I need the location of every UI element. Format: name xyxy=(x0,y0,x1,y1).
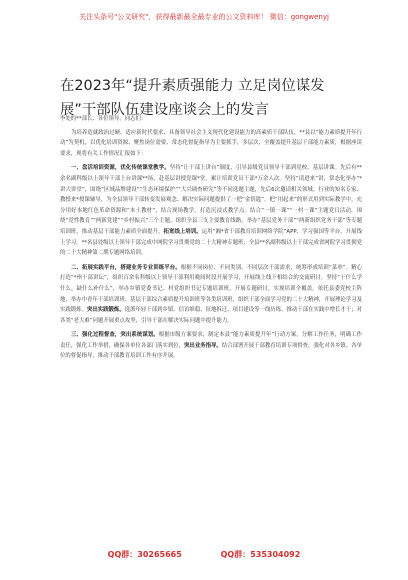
intro-paragraph: 为培养造就政治过硬、适应新时代要求、具备领导社会主义现代化建设能力的高素质干部队伍，**县以“能力素质提升年行动”为契机，以优化培训资源、聚焦岗位需要、常态化督促指导为主要抓手，多层次、全覆盖提升基层干部能力素质，根据座谈要求，现将有关工作情况汇报如下： xyxy=(60,129,362,157)
section-3-paragraph xyxy=(60,330,362,362)
footer-qq-group-2: QQ群：535304092 xyxy=(220,550,301,559)
section-3-text: 根据市级方案要求，制定本县“能力素质提升年”行动方案，分解工作任务，明确工作责任，强化工作举措，确保各单位各部门落实到位， xyxy=(60,332,362,349)
top-banner: 关注头条号"公文研究"，获得最新最全最专业的公文资料库！ 微信：gongwenyj xyxy=(79,13,329,21)
section-3-heading: 三、强化过程督查，突出系统谋划。 xyxy=(71,332,159,339)
section-1-paragraph xyxy=(60,163,362,258)
section-1-heading: 一、盘活培训资源，优化传统课堂教学。 xyxy=(71,165,170,172)
section-2-paragraph xyxy=(60,263,362,327)
document-body xyxy=(60,114,362,363)
section-3-text-2: 结合部署开展干部教育培训专项督查，强化对各乡镇、各单位的督促指导，推动干部教育培训工作有序开展。 xyxy=(60,342,362,360)
section-2-heading: 二、拓展实践平台，搭建业务专业训练平台。 xyxy=(71,264,181,271)
section-1-subheading: 拓宽线上培训。 xyxy=(163,228,202,235)
section-2-text-2: 选派年轻干部到乡镇、信访维稳、征地拆迁、项目建设等一线历练，推动干部在实践中增长才干；对各类“老大难”问题开展重点攻坚，引导干部在解决实际问题中提升能力。 xyxy=(60,307,362,324)
section-3-subheading: 突出业务指导。 xyxy=(184,342,222,349)
section-1-text: 坚持“让干部上讲台”制度，引导县级党员领导干部到党校、基层讲课。先后有**余名副科级以上领导干部上台讲课**场，赴基层讲授党课*堂，累计培训党员干部*万余人次。坚持“请进来”讲，常态化举办“*讲大讲堂”，围绕“区域品牌建设”“生态环境保护”“大兴调查研究”等不同选题主题，先后6次邀请相关领域、行业的知名专家、教授来*授课辅导，为全县领导干部转变发展观念、解决实际问题提供了一把“金钥匙”。把“用起来”的形式用到实际教学中，充分用好本地红色革命资源和“本土教材”，结合现场教学，打造沉浸式教学点。结合“一镇一课”“一村一课”主题党日活动，围绕“党性教育”“两新党建”“乡村振兴”三个主题，组织全县三支主要教育线路，举办“基层党务干部”“两新组织党务干部”等专题培训班，推动基层干部能力素质全面提升。 xyxy=(60,165,362,235)
salutation: 李处的**部长、各位领导，同志们： xyxy=(60,116,147,122)
page-title: 在2023年“提升素质强能力 立足岗位谋发展”干部队伍建设座谈会上的发言 xyxy=(60,77,325,118)
section-2-subheading: 突出实践锻炼。 xyxy=(86,307,125,314)
section-1-text-2: 运用“湘*省干部教育培训网络学院”APP、学习强国等平台，开展线上学习。**名县处级以上领导干部完成中网院学习贯彻党的二十大精神专题班；全县**名副科级以上干部完成省网院学习贯彻党的二十大精神第二期专题网络培训。 xyxy=(60,228,362,257)
footer-qq-group-1: QQ群：30265665 xyxy=(107,550,182,559)
section-2-text: 根据不同岗位、不同类别、不同层次干部需求，统筹形成培训“菜单”。精心打造“*州干部讲坛”，组织百余名科级以上领导干部利用晚间时段开展学习，开展线上线下相结合的交流研讨。坚持“干什么学什么，缺什么补什么”，举办乡镇党委书记、村党组织书记专题培训班，开展专题研讨，实现培训全覆盖。依托县委党校主阵地，举办中青年干部培训班、基层干部综合素质提升培训班等各类培训班，组织干部全面学习党的二十大精神，开展理论学习及实践锻炼。 xyxy=(60,264,362,314)
footer-qq-groups xyxy=(0,548,408,562)
